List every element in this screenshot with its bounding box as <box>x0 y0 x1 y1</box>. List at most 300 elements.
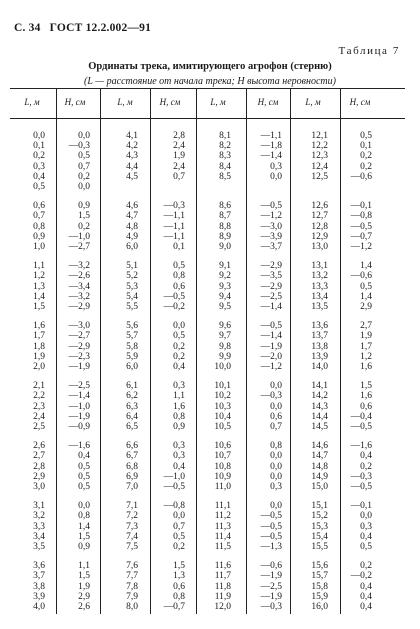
table-cell: 0,0 <box>33 131 45 141</box>
table-cell: 3,9 <box>33 591 45 602</box>
table-cell: 0,5 <box>78 482 90 492</box>
table-cell: 0,9 <box>173 422 185 432</box>
table-cell: —0,5 <box>260 511 282 522</box>
table-cell: 0,8 <box>173 411 185 422</box>
table-cell: 0,0 <box>173 321 185 332</box>
table-cell: 9,8 <box>219 341 231 352</box>
table-cell: —0,6 <box>260 561 282 572</box>
table-cell: —2,0 <box>260 351 282 362</box>
table-cell: 0,4 <box>33 171 45 182</box>
table-cell: 2,8 <box>173 131 185 141</box>
table-cell: 1,6 <box>173 401 185 412</box>
table-cell: 14,9 <box>311 471 328 482</box>
table-cell: 0,3 <box>270 161 282 172</box>
table-cell: 9,9 <box>219 351 231 362</box>
table-cell: —1,0 <box>163 471 185 482</box>
table-cell: 4,7 <box>126 211 138 222</box>
table-cell: 0,8 <box>33 221 45 232</box>
table-cell: 0,2 <box>360 151 372 162</box>
table-cell: 0,0 <box>78 501 90 512</box>
standard-code: ГОСТ 12.2.002—91 <box>49 22 152 34</box>
table-cell: —0,3 <box>350 471 372 482</box>
table-cell: 0,2 <box>173 341 185 352</box>
table-cell: 0,0 <box>270 501 282 512</box>
table-cell: 7,8 <box>126 581 138 592</box>
table-cell: 10,8 <box>214 461 231 472</box>
table-cell: 13,9 <box>311 351 328 362</box>
table-cell: 3,8 <box>33 581 45 592</box>
table-cell: 9,6 <box>219 321 231 332</box>
table-cell: —3,2 <box>68 291 90 302</box>
table-cell: 0,2 <box>360 461 372 472</box>
table-cell: 11,2 <box>214 511 231 522</box>
table-cell: 1,5 <box>78 531 90 542</box>
table-cell: 1,1 <box>173 391 185 402</box>
table-cell: 2,9 <box>33 471 45 482</box>
table-cell: 10,0 <box>214 362 231 372</box>
table-cell: —1,4 <box>68 391 90 402</box>
table-cell: —1,4 <box>260 331 282 342</box>
table-cell: 8,9 <box>219 231 231 242</box>
table-cell: —0,5 <box>350 221 372 232</box>
table-cell: 0,5 <box>360 281 372 292</box>
table-cell: 4,3 <box>126 151 138 162</box>
table-cell: 4,9 <box>126 231 138 242</box>
table-cell: 15,0 <box>311 482 328 492</box>
table-cell: —2,9 <box>260 281 282 292</box>
table-cell: —1,6 <box>350 441 372 452</box>
column-header: L, м <box>24 97 40 107</box>
table-cell: 3,4 <box>33 531 45 542</box>
table-cell: 0,1 <box>173 242 185 252</box>
table-cell: 0,9 <box>33 231 45 242</box>
table-cell: 1,5 <box>173 561 185 572</box>
table-cell: 6,5 <box>126 422 138 432</box>
table-cell: 0,6 <box>360 401 372 412</box>
table-cell: —3,0 <box>260 221 282 232</box>
table-cell: 16,0 <box>311 602 328 612</box>
table-cell: 0,4 <box>360 581 372 592</box>
table-cell: —2,9 <box>68 341 90 352</box>
column-divider <box>150 89 151 614</box>
table-cell: 0,6 <box>173 281 185 292</box>
table-cell: —0,2 <box>163 302 185 312</box>
table-cell: 6,2 <box>126 391 138 402</box>
table-cell: —0,7 <box>350 231 372 242</box>
table-cell: —1,1 <box>163 211 185 222</box>
table-cell: 15,4 <box>311 531 328 542</box>
table-cell: —2,3 <box>68 351 90 362</box>
table-cell: 0,0 <box>270 171 282 182</box>
table-cell: 0,4 <box>173 362 185 372</box>
table-cell: 12,4 <box>311 161 328 172</box>
table-cell: —2,6 <box>68 271 90 282</box>
table-cell: 8,6 <box>219 201 231 212</box>
table-cell: 7,4 <box>126 531 138 542</box>
table-cell: 3,0 <box>33 482 45 492</box>
table-cell: 0,2 <box>33 151 45 162</box>
table-cell: 13,2 <box>311 271 328 282</box>
table-cell: 0,0 <box>270 451 282 462</box>
table-cell: 14,3 <box>311 401 328 412</box>
table-cell: 7,9 <box>126 591 138 602</box>
table-cell: 11,7 <box>214 571 231 582</box>
table-cell: 5,5 <box>126 302 138 312</box>
table-cell: 14,8 <box>311 461 328 472</box>
table-cell: 2,9 <box>360 302 372 312</box>
table-cell: 13,0 <box>311 242 328 252</box>
table-cell: 3,3 <box>33 521 45 532</box>
table-cell: 7,2 <box>126 511 138 522</box>
table-cell: —0,6 <box>350 271 372 282</box>
table-cell: 7,3 <box>126 521 138 532</box>
table-cell: 2,8 <box>33 461 45 472</box>
table-cell: 2,7 <box>33 451 45 462</box>
table-cell: 5,2 <box>126 271 138 282</box>
table-cell: 15,2 <box>311 511 328 522</box>
table-cell: —1,8 <box>260 141 282 152</box>
page-number: С. 34 <box>14 22 41 34</box>
table-cell: 5,8 <box>126 341 138 352</box>
header-divider <box>10 118 405 119</box>
table-cell: 11,9 <box>214 591 231 602</box>
column-divider <box>196 89 197 614</box>
table-cell: —2,5 <box>260 291 282 302</box>
table-cell: —0,5 <box>163 482 185 492</box>
table-cell: 1,5 <box>360 381 372 392</box>
table-cell: 1,7 <box>33 331 45 342</box>
table-cell: 1,7 <box>360 341 372 352</box>
table-cell: 6,6 <box>126 441 138 452</box>
table-cell: 13,1 <box>311 261 328 272</box>
table-cell: —1,2 <box>260 362 282 372</box>
table-cell: 9,5 <box>219 302 231 312</box>
table-cell: 2,6 <box>33 441 45 452</box>
table-cell: 4,2 <box>126 141 138 152</box>
table-cell: —2,5 <box>260 581 282 592</box>
table-cell: 0,2 <box>173 351 185 362</box>
table-cell: 0,0 <box>270 461 282 472</box>
table-cell: —1,1 <box>163 231 185 242</box>
table-cell: 13,7 <box>311 331 328 342</box>
table-cell: 0,4 <box>360 531 372 542</box>
table-cell: 0,2 <box>360 561 372 572</box>
table-cell: 15,1 <box>311 501 328 512</box>
table-cell: 8,8 <box>219 221 231 232</box>
table-cell: —3,9 <box>260 231 282 242</box>
table-cell: 12,5 <box>311 171 328 182</box>
table-cell: 14,0 <box>311 362 328 372</box>
table-cell: 4,0 <box>33 602 45 612</box>
table-cell: 2,3 <box>33 401 45 412</box>
table-cell: 0,4 <box>360 451 372 462</box>
table-cell: 5,4 <box>126 291 138 302</box>
table-cell: 0,0 <box>270 401 282 412</box>
table-cell: —1,4 <box>260 151 282 162</box>
table-cell: 11,6 <box>214 561 231 572</box>
table-cell: 9,2 <box>219 271 231 282</box>
table-cell: 0,8 <box>173 271 185 282</box>
page-header <box>14 22 151 34</box>
table-cell: —1,1 <box>163 221 185 232</box>
table-cell: 0,3 <box>173 441 185 452</box>
table-cell: 1,0 <box>33 242 45 252</box>
table-cell: 0,9 <box>78 542 90 552</box>
table-cell: 0,2 <box>78 221 90 232</box>
table-cell: 7,7 <box>126 571 138 582</box>
table-cell: 0,5 <box>33 182 45 192</box>
table-cell: 2,6 <box>78 602 90 612</box>
table-cell: 0,1 <box>33 141 45 152</box>
table-cell: —1,9 <box>68 362 90 372</box>
table-cell: 1,5 <box>78 211 90 222</box>
table-label: Таблица 7 <box>338 45 400 57</box>
table-cell: 0,0 <box>78 131 90 141</box>
table-cell: 2,9 <box>78 591 90 602</box>
table-cell: 1,4 <box>78 521 90 532</box>
table-cell: 0,2 <box>173 542 185 552</box>
table-cell: —0,2 <box>350 571 372 582</box>
table-cell: —0,8 <box>163 501 185 512</box>
table-cell: 15,8 <box>311 581 328 592</box>
table-cell: 6,1 <box>126 381 138 392</box>
table-cell: 2,4 <box>33 411 45 422</box>
table-cell: 9,1 <box>219 261 231 272</box>
table-cell: 1,9 <box>33 351 45 362</box>
table-cell: 14,6 <box>311 441 328 452</box>
table-cell: 0,1 <box>360 141 372 152</box>
table-cell: —0,1 <box>350 501 372 512</box>
column-divider <box>246 89 247 614</box>
table-cell: —1,6 <box>68 441 90 452</box>
table-cell: 12,9 <box>311 231 328 242</box>
table-cell: 10,1 <box>214 381 231 392</box>
table-cell: 1,6 <box>360 362 372 372</box>
column-divider <box>340 89 341 614</box>
table-cell: 0,3 <box>173 451 185 462</box>
table-cell: 6,0 <box>126 242 138 252</box>
table-cell: 0,3 <box>173 381 185 392</box>
table-cell: 15,6 <box>311 561 328 572</box>
table-cell: 12,6 <box>311 201 328 212</box>
table-cell: 0,5 <box>78 471 90 482</box>
table-cell: —0,7 <box>163 602 185 612</box>
table-cell: —1,9 <box>260 591 282 602</box>
table-cell: —0,3 <box>163 201 185 212</box>
table-cell: 0,2 <box>78 171 90 182</box>
table-cell: 0,3 <box>33 161 45 172</box>
table-cell: 6,9 <box>126 471 138 482</box>
table-cell: —1,9 <box>260 341 282 352</box>
table-cell: 1,5 <box>78 571 90 582</box>
table-cell: 8,3 <box>219 151 231 162</box>
table-cell: 12,7 <box>311 211 328 222</box>
table-cell: 12,2 <box>311 141 328 152</box>
table-cell: 0,0 <box>78 182 90 192</box>
table-cell: 8,7 <box>219 211 231 222</box>
table-cell: —0,5 <box>260 531 282 542</box>
table-cell: 4,1 <box>126 131 138 141</box>
table-cell: —0,8 <box>350 211 372 222</box>
table-cell: 8,5 <box>219 171 231 182</box>
table-cell: 9,4 <box>219 291 231 302</box>
table-cell: 12,8 <box>311 221 328 232</box>
table-cell: 10,7 <box>214 451 231 462</box>
table-cell: 0,4 <box>360 602 372 612</box>
table-cell: 1,6 <box>33 321 45 332</box>
table-cell: 0,8 <box>78 511 90 522</box>
table-cell: 0,7 <box>33 211 45 222</box>
table-cell: 0,0 <box>173 511 185 522</box>
table-cell: 13,5 <box>311 302 328 312</box>
table-cell: —0,9 <box>68 422 90 432</box>
table-cell: —2,7 <box>68 331 90 342</box>
table-cell: 0,3 <box>360 521 372 532</box>
table-cell: —0,6 <box>350 171 372 182</box>
table-cell: 1,4 <box>33 291 45 302</box>
table-cell: —0,5 <box>350 482 372 492</box>
table-cell: —1,4 <box>260 302 282 312</box>
table-cell: 10,4 <box>214 411 231 422</box>
table-cell: 12,1 <box>311 131 328 141</box>
table-cell: 14,1 <box>311 381 328 392</box>
table-cell: 0,7 <box>78 161 90 172</box>
table-cell: 9,3 <box>219 281 231 292</box>
table-cell: 6,7 <box>126 451 138 462</box>
table-cell: 7,1 <box>126 501 138 512</box>
table-cell: 10,3 <box>214 401 231 412</box>
table-cell: 2,2 <box>33 391 45 402</box>
table-cell: 5,7 <box>126 331 138 342</box>
table-cell: 7,5 <box>126 542 138 552</box>
table-cell: 0,5 <box>173 531 185 542</box>
table-cell: 2,0 <box>33 362 45 372</box>
table-cell: —0,3 <box>260 602 282 612</box>
table-cell: 3,5 <box>33 542 45 552</box>
table-cell: 6,0 <box>126 362 138 372</box>
table-cell: 0,7 <box>173 171 185 182</box>
table-cell: 1,9 <box>360 331 372 342</box>
table-cell: —0,5 <box>260 201 282 212</box>
table-cell: 5,9 <box>126 351 138 362</box>
table-cell: —1,1 <box>260 131 282 141</box>
table-cell: —3,4 <box>68 281 90 292</box>
table-cell: 1,1 <box>33 261 45 272</box>
table-cell: 12,3 <box>311 151 328 162</box>
table-cell: 1,9 <box>173 151 185 162</box>
table-cell: 12,0 <box>214 602 231 612</box>
table-cell: —0,5 <box>350 422 372 432</box>
table-cell: 0,5 <box>173 331 185 342</box>
table-cell: —3,7 <box>260 242 282 252</box>
table-subtitle: (L — расстояние от начала трека; H высота неровности) <box>84 76 336 87</box>
table-cell: 15,3 <box>311 521 328 532</box>
table-cell: 3,2 <box>33 511 45 522</box>
table-cell: 8,4 <box>219 161 231 172</box>
table-cell: —1,3 <box>260 542 282 552</box>
table-cell: 4,6 <box>126 201 138 212</box>
table-cell: 11,8 <box>214 581 231 592</box>
table-cell: 0,5 <box>173 261 185 272</box>
table-cell: 3,1 <box>33 501 45 512</box>
table-cell: 2,4 <box>173 141 185 152</box>
table-cell: 9,0 <box>219 242 231 252</box>
table-cell: 8,0 <box>126 602 138 612</box>
table-cell: 2,7 <box>360 321 372 332</box>
table-cell: 0,2 <box>360 161 372 172</box>
table-cell: 0,9 <box>78 201 90 212</box>
column-header: H, см <box>257 97 279 107</box>
table-cell: —0,1 <box>350 201 372 212</box>
column-header: L, м <box>305 97 321 107</box>
table-cell: 0,0 <box>270 381 282 392</box>
table-cell: 0,8 <box>270 441 282 452</box>
table-cell: 0,5 <box>78 461 90 472</box>
table-cell: 0,0 <box>360 511 372 522</box>
table-cell: 4,5 <box>126 171 138 182</box>
table-cell: —3,2 <box>68 261 90 272</box>
data-table <box>10 88 405 614</box>
column-divider <box>290 89 291 614</box>
table-cell: 13,3 <box>311 281 328 292</box>
table-cell: 0,4 <box>360 591 372 602</box>
table-cell: 0,5 <box>360 542 372 552</box>
table-cell: 2,4 <box>173 161 185 172</box>
table-cell: 8,2 <box>219 141 231 152</box>
table-cell: 5,6 <box>126 321 138 332</box>
table-cell: 3,7 <box>33 571 45 582</box>
column-header: H, см <box>159 97 181 107</box>
table-cell: 0,6 <box>270 411 282 422</box>
table-cell: 11,3 <box>214 521 231 532</box>
table-cell: 7,6 <box>126 561 138 572</box>
table-cell: 0,5 <box>78 151 90 162</box>
table-cell: —0,3 <box>68 141 90 152</box>
table-cell: 14,2 <box>311 391 328 402</box>
table-cell: 10,2 <box>214 391 231 402</box>
table-cell: 0,3 <box>270 482 282 492</box>
column-header: H, см <box>349 97 371 107</box>
table-cell: 1,2 <box>33 271 45 282</box>
table-cell: 14,5 <box>311 422 328 432</box>
table-cell: 13,6 <box>311 321 328 332</box>
table-cell: 11,1 <box>214 501 231 512</box>
table-cell: —1,0 <box>68 231 90 242</box>
table-cell: —0,5 <box>260 521 282 532</box>
column-header: L, м <box>117 97 133 107</box>
table-cell: 0,8 <box>173 591 185 602</box>
table-cell: —2,7 <box>68 242 90 252</box>
table-cell: 1,4 <box>360 291 372 302</box>
table-cell: 0,5 <box>360 131 372 141</box>
table-cell: 1,9 <box>78 581 90 592</box>
table-cell: 7,0 <box>126 482 138 492</box>
table-cell: 3,6 <box>33 561 45 572</box>
table-cell: 1,2 <box>360 351 372 362</box>
table-cell: 0,7 <box>270 422 282 432</box>
table-cell: 5,1 <box>126 261 138 272</box>
table-cell: 11,0 <box>214 482 231 492</box>
table-cell: 6,8 <box>126 461 138 472</box>
table-cell: 1,6 <box>360 391 372 402</box>
table-cell: 9,7 <box>219 331 231 342</box>
table-cell: 1,3 <box>33 281 45 292</box>
table-cell: 0,4 <box>173 461 185 472</box>
table-cell: —2,5 <box>68 381 90 392</box>
table-cell: 14,4 <box>311 411 328 422</box>
table-cell: —3,5 <box>260 271 282 282</box>
table-cell: 1,8 <box>33 341 45 352</box>
